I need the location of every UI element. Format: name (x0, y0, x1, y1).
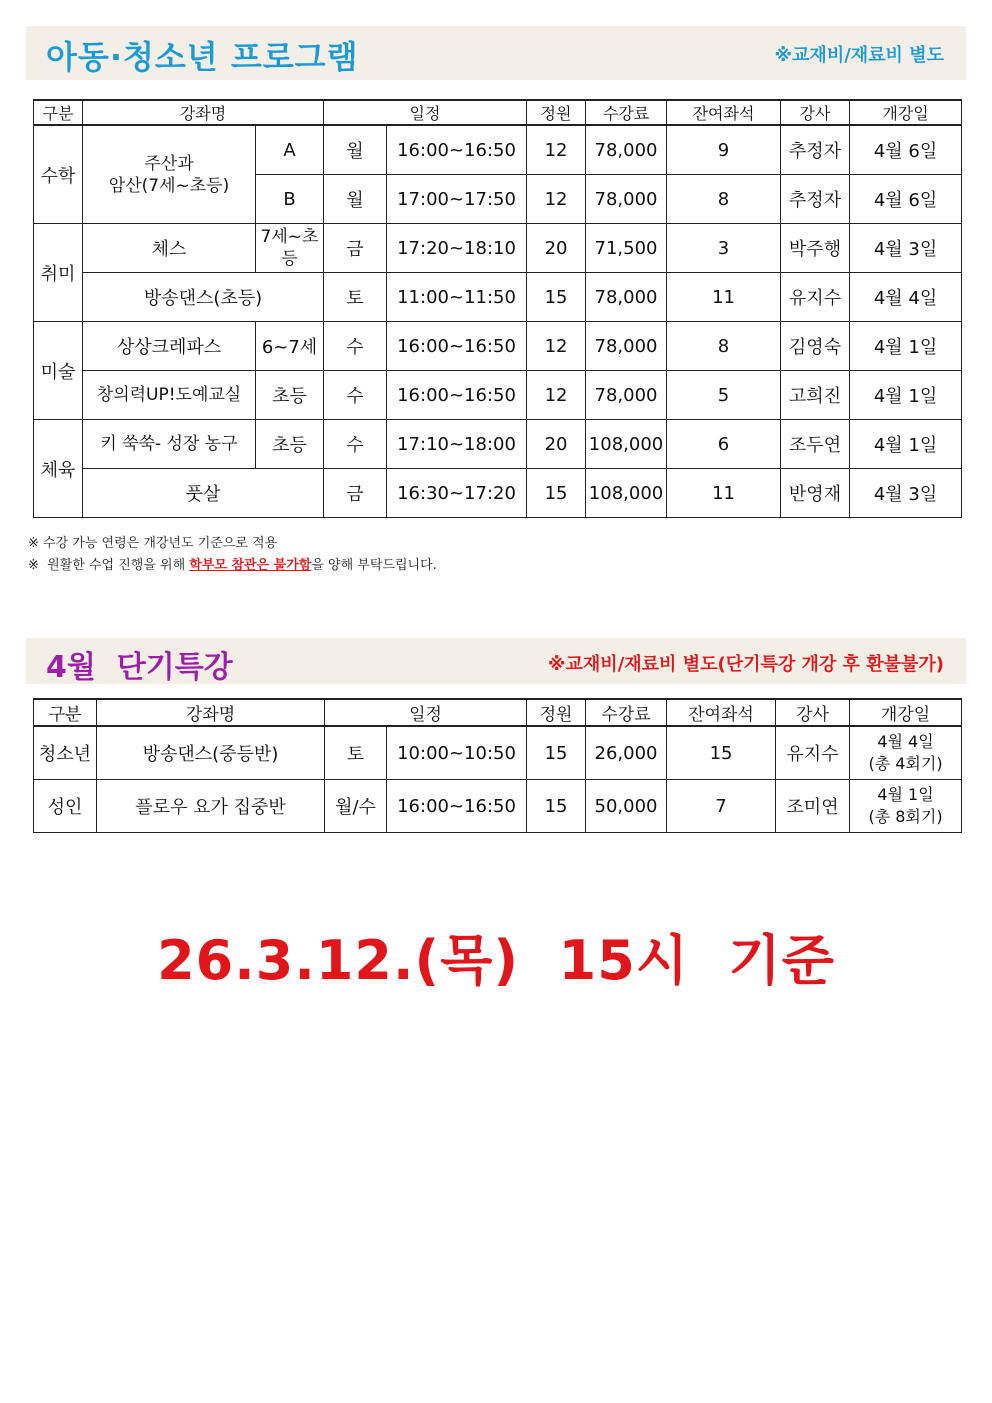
notes (28, 533, 437, 577)
note-parents (28, 555, 437, 577)
capacity-cell: 15 (527, 726, 586, 780)
course-group: A (256, 125, 324, 175)
category-cell: 수학 (34, 125, 83, 224)
day-cell: 수 (324, 420, 387, 469)
capacity-cell: 12 (527, 125, 586, 175)
course-group: 6~7세 (256, 322, 324, 371)
time-cell: 17:00~17:50 (387, 175, 527, 224)
header-teacher: 강사 (781, 100, 850, 125)
time-cell: 16:00~16:50 (387, 322, 527, 371)
start-cell: 4월 3일 (850, 469, 962, 518)
course-group: 7세~초등 (256, 224, 324, 273)
header-capacity: 정원 (527, 100, 586, 125)
section1-banner (26, 26, 966, 80)
header-category: 구분 (34, 100, 83, 125)
seats-cell: 9 (667, 125, 781, 175)
session-count: (총 8회기) (868, 807, 943, 826)
day-cell: 수 (324, 322, 387, 371)
table-header-row (34, 100, 962, 125)
fee-cell: 78,000 (586, 125, 667, 175)
note-parents-pre: ※ 원활한 수업 진행을 위해 (28, 558, 190, 573)
session-count: (총 4회기) (868, 754, 943, 773)
special-course-table (33, 698, 962, 833)
header-category: 구분 (34, 699, 97, 726)
course-name: 방송댄스(초등) (83, 273, 324, 322)
start-date: 4월 1일 (877, 785, 934, 804)
category-cell: 체육 (34, 420, 83, 518)
time-cell: 17:20~18:10 (387, 224, 527, 273)
header-fee: 수강료 (586, 699, 667, 726)
teacher-cell: 추정자 (781, 175, 850, 224)
fee-cell: 78,000 (586, 175, 667, 224)
capacity-cell: 20 (527, 420, 586, 469)
start-cell: 4월 1일 (850, 322, 962, 371)
seats-cell: 3 (667, 224, 781, 273)
seats-cell: 15 (667, 726, 776, 780)
capacity-cell: 15 (527, 780, 586, 833)
seats-cell: 5 (667, 371, 781, 420)
start-cell: 4월 1일 (850, 420, 962, 469)
section2-banner (26, 638, 966, 684)
day-cell: 월/수 (325, 780, 387, 833)
teacher-cell: 김영숙 (781, 322, 850, 371)
course-group: B (256, 175, 324, 224)
seats-cell: 6 (667, 420, 781, 469)
teacher-cell: 고희진 (781, 371, 850, 420)
fee-cell: 50,000 (586, 780, 667, 833)
header-capacity: 정원 (527, 699, 586, 726)
start-cell: 4월 1일 (850, 371, 962, 420)
fee-cell: 78,000 (586, 273, 667, 322)
time-cell: 16:00~16:50 (387, 371, 527, 420)
fee-cell: 108,000 (586, 420, 667, 469)
note-age: ※ 수강 가능 연령은 개강년도 기준으로 적용 (28, 536, 278, 551)
section2-title: 4월 단기특강 (46, 650, 233, 685)
header-teacher: 강사 (776, 699, 850, 726)
course-group: 초등 (256, 420, 324, 469)
basis-date: 26.3.12.(목) 15시 기준 (157, 929, 835, 992)
course-name: 주산과 암산(7세~초등) (83, 125, 256, 224)
seats-cell: 11 (667, 469, 781, 518)
teacher-cell: 조미연 (776, 780, 850, 833)
day-cell: 금 (324, 469, 387, 518)
start-cell: 4월 4일 (850, 273, 962, 322)
day-cell: 토 (324, 273, 387, 322)
children-program-table (33, 99, 962, 518)
table-row (34, 273, 962, 322)
header-course: 강좌명 (83, 100, 324, 125)
day-cell: 금 (324, 224, 387, 273)
time-cell: 16:00~16:50 (387, 125, 527, 175)
seats-cell: 8 (667, 322, 781, 371)
category-cell: 청소년 (34, 726, 97, 780)
note-parents-emphasis: 학부모 참관은 불가함 (189, 558, 312, 573)
table-row (34, 125, 962, 175)
teacher-cell: 추정자 (781, 125, 850, 175)
start-cell: 4월 3일 (850, 224, 962, 273)
teacher-cell: 유지수 (781, 273, 850, 322)
category-cell: 취미 (34, 224, 83, 322)
seats-cell: 7 (667, 780, 776, 833)
fee-cell: 71,500 (586, 224, 667, 273)
header-start: 개강일 (850, 100, 962, 125)
course-name: 키 쑥쑥- 성장 농구 (83, 420, 256, 469)
course-group: 초등 (256, 371, 324, 420)
course-name: 풋살 (83, 469, 324, 518)
teacher-cell: 반영재 (781, 469, 850, 518)
time-cell: 16:30~17:20 (387, 469, 527, 518)
table-row (34, 224, 962, 273)
course-name: 상상크레파스 (83, 322, 256, 371)
table-header-row (34, 699, 962, 726)
category-cell: 성인 (34, 780, 97, 833)
course-name: 체스 (83, 224, 256, 273)
note-parents-post: 을 양해 부탁드립니다. (311, 558, 437, 573)
table-row (34, 469, 962, 518)
course-name: 플로우 요가 집중반 (97, 780, 325, 833)
header-start: 개강일 (850, 699, 962, 726)
header-course: 강좌명 (97, 699, 325, 726)
fee-cell: 26,000 (586, 726, 667, 780)
fee-cell: 78,000 (586, 322, 667, 371)
teacher-cell: 조두연 (781, 420, 850, 469)
seats-cell: 11 (667, 273, 781, 322)
day-cell: 월 (324, 125, 387, 175)
header-seats: 잔여좌석 (667, 100, 781, 125)
course-name: 창의력UP!도예교실 (83, 371, 256, 420)
time-cell: 16:00~16:50 (387, 780, 527, 833)
table-row (34, 371, 962, 420)
time-cell: 17:10~18:00 (387, 420, 527, 469)
teacher-cell: 박주행 (781, 224, 850, 273)
header-schedule: 일정 (324, 100, 527, 125)
capacity-cell: 12 (527, 322, 586, 371)
capacity-cell: 12 (527, 175, 586, 224)
start-cell (850, 726, 962, 780)
header-fee: 수강료 (586, 100, 667, 125)
day-cell: 토 (325, 726, 387, 780)
category-cell: 미술 (34, 322, 83, 420)
fee-cell: 108,000 (586, 469, 667, 518)
time-cell: 11:00~11:50 (387, 273, 527, 322)
table-row (34, 420, 962, 469)
section2-note: ※교재비/재료비 별도(단기특강 개강 후 환불불가) (548, 654, 944, 675)
start-cell: 4월 6일 (850, 125, 962, 175)
start-date: 4월 4일 (877, 732, 934, 751)
day-cell: 월 (324, 175, 387, 224)
start-cell (850, 780, 962, 833)
section1-note: ※교재비/재료비 별도 (774, 45, 944, 66)
capacity-cell: 15 (527, 469, 586, 518)
teacher-cell: 유지수 (776, 726, 850, 780)
start-cell: 4월 6일 (850, 175, 962, 224)
header-schedule: 일정 (325, 699, 527, 726)
capacity-cell: 12 (527, 371, 586, 420)
section1-title: 아동·청소년 프로그램 (46, 38, 359, 76)
seats-cell: 8 (667, 175, 781, 224)
capacity-cell: 15 (527, 273, 586, 322)
header-seats: 잔여좌석 (667, 699, 776, 726)
time-cell: 10:00~10:50 (387, 726, 527, 780)
course-name: 방송댄스(중등반) (97, 726, 325, 780)
table-row (34, 780, 962, 833)
day-cell: 수 (324, 371, 387, 420)
table-row (34, 726, 962, 780)
capacity-cell: 20 (527, 224, 586, 273)
table-row (34, 322, 962, 371)
fee-cell: 78,000 (586, 371, 667, 420)
